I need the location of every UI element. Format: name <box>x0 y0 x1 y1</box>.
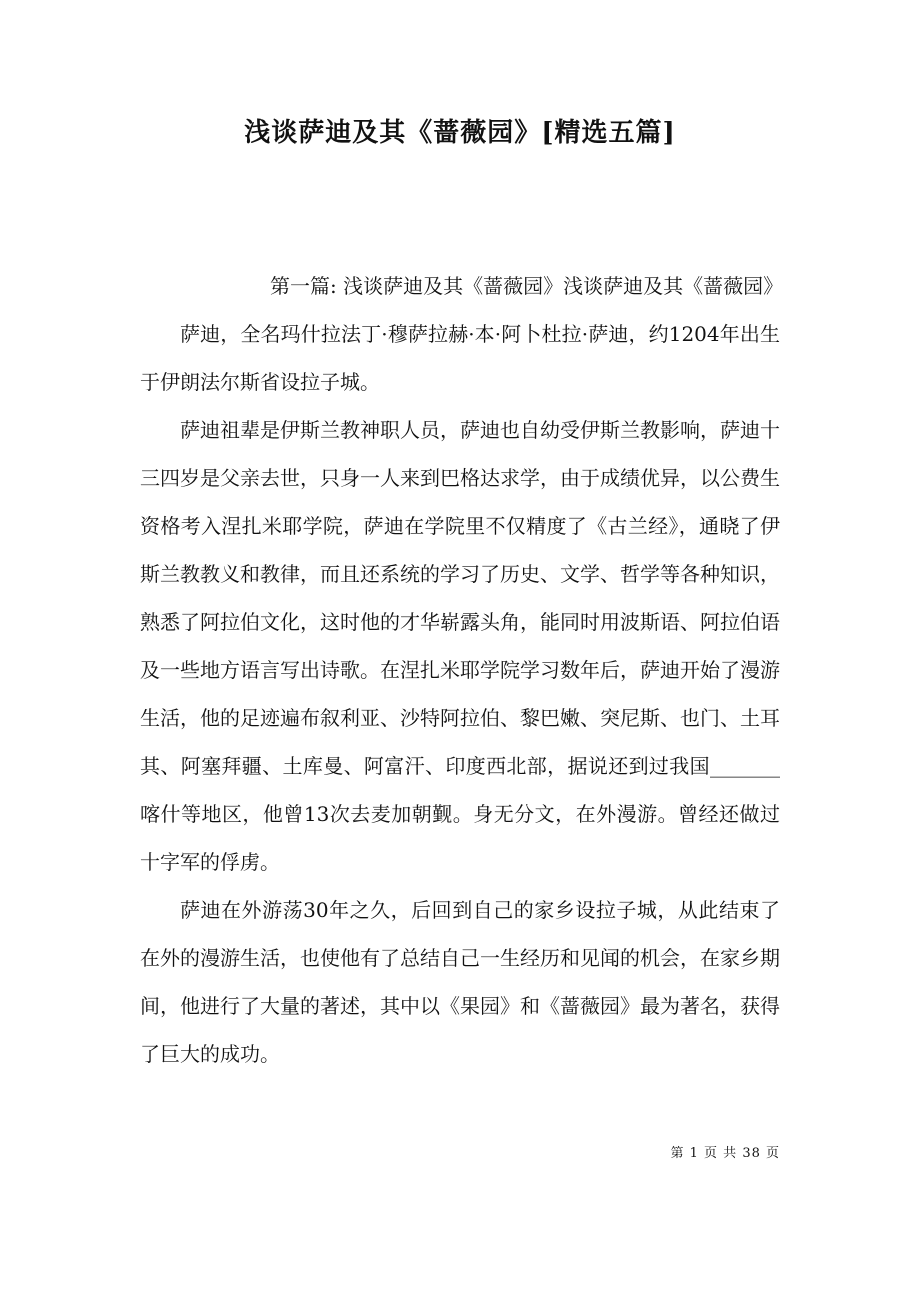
page-number-footer: 第 1 页 共 38 页 <box>670 1146 780 1161</box>
document-body <box>140 262 784 1078</box>
paragraph-3: 萨迪祖辈是伊斯兰教神职人员，萨迪也自幼受伊斯兰教影响，萨迪十三四岁是父亲去世，只身一人来到巴格达求学，由于成绩优异，以公费生资格考入涅扎米耶学院，萨迪在学院里不仅精度了《古兰经》，通晓了伊斯兰教教义和教律，而且还系统的学习了历史、文学、哲学等各种知识，熟悉了阿拉伯文化，这时他的才华崭露头角，能同时用波斯语、阿拉伯语及一些地方语言写出诗歌。在涅扎米耶学院学习数年后，萨迪开始了漫游生活，他的足迹遍布叙利亚、沙特阿拉伯、黎巴嫩、突尼斯、也门、土耳其、阿塞拜疆、土库曼、阿富汗、印度西北部，据说还到过我国_______喀什等地区，他曾13次去麦加朝觐。身无分文，在外漫游。曾经还做过十字军的俘虏。 <box>140 418 780 874</box>
paragraph-2: 萨迪，全名玛什拉法丁·穆萨拉赫·本·阿卜杜拉·萨迪，约1204年出生于伊朗法尔斯省设拉子城。 <box>140 322 780 394</box>
document-title: 浅谈萨迪及其《蔷薇园》[精选五篇] <box>244 118 676 148</box>
paragraph-4: 萨迪在外游荡30年之久，后回到自己的家乡设拉子城，从此结束了在外的漫游生活，也使他有了总结自己一生经历和见闻的机会，在家乡期间，他进行了大量的著述，其中以《果园》和《蔷薇园》最为著名，获得了巨大的成功。 <box>140 898 780 1066</box>
paragraph-1: 第一篇: 浅谈萨迪及其《蔷薇园》浅谈萨迪及其《蔷薇园》 <box>270 274 784 298</box>
